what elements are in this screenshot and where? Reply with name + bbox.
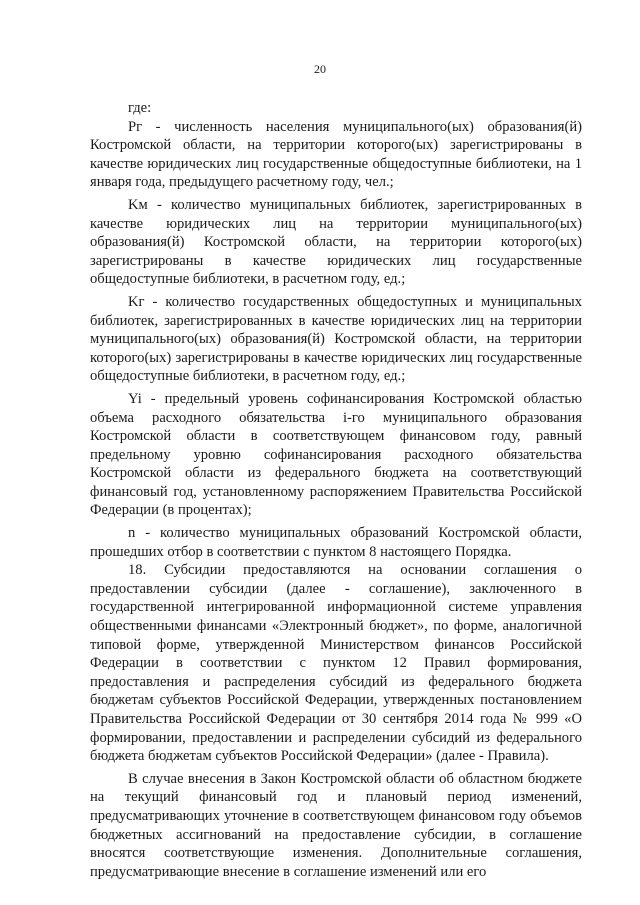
paragraph-text: - численность населения муниципального(ых) образования(й) Костромской области, на территории которого(ых) зарегистрированы в качестве юридических лиц государственные общедоступные библиотеки, на 1 января года, предыдущего расчетному году, чел.; [90,118,582,191]
paragraph-text: - количество государственных общедоступных и муниципальных библиотек, зарегистрированных в качестве юридических лиц на территории муниципального(ых) образования(й) Костромской области, на территории которого(ых) зарегистрированы в качестве юридических лиц государственные общедоступные библиотеки, в расчетном году, ед.; [90,293,582,385]
paragraph-municipal-libraries [90,196,582,289]
paragraph-text: - предельный уровень софинансирования Костромской областью объема расходного обязательства i-го муниципального образования Костромской области в соответствующем финансовом году, равный предельному уровню софинансирования расходного обязательства Костромской области из федерального бюджета на соответствующий финансовый год, установленному распоряжением Правительства Российской Федерации (в процентах); [90,390,582,519]
symbol-pr: Pг [128,118,143,135]
symbol-yi: Yi [128,390,142,407]
symbol-kg: Kг [128,293,145,310]
paragraph-amendments: В случае внесения в Закон Костромской области об областном бюджете на текущий финансовый год и плановый период изменений, предусматривающих уточнение в соответствующем финансовом году объемов бюджетных ассигнований на предоставление субсидии, в соглашение вносятся соответствующие изменения. Дополнительные соглашения, предусматривающие внесение в соглашение изменений или его [90,770,582,880]
paragraph-clause-18: 18. Субсидии предоставляются на основании соглашения о предоставлении субсидии (далее - соглашение), заключенного в государственной интегрированной информационной системе управления общественными финансами «Электронный бюджет», по форме, аналогичной типовой форме, утвержденной Министерством финансов Российской Федерации в соответствии с пунктом 12 Правил формирования, предоставления и распределения субсидий из федерального бюджета бюджетам субъектов Российской Федерации, утвержденных постановлением Правительства Российской Федерации от 30 сентября 2014 года № 999 «О формировании, предоставлении и распределении субсидий из федерального бюджета бюджетам субъектов Российской Федерации» (далее - Правила). [90,562,582,765]
paragraph-state-libraries [90,293,582,386]
symbol-km: Kм [128,196,148,213]
paragraph-count-municipalities: n - количество муниципальных образований Костромской области, прошедших отбор в соответствии с пунктом 8 настоящего Порядка. [90,525,582,560]
document-body [90,99,582,881]
paragraph-cofinancing-level [90,390,582,520]
paragraph-where: где: [128,100,152,116]
paragraph-text: - количество муниципальных библиотек, зарегистрированных в качестве юридических лиц на территории муниципального(ых) образования(й) Костромской области, на территории которого(ых) зарегистрированы в качестве юридических лиц государственные общедоступные библиотеки, в расчетном году, ед.; [90,196,582,288]
page-number: 20 [314,62,326,76]
paragraph-population [90,118,582,192]
